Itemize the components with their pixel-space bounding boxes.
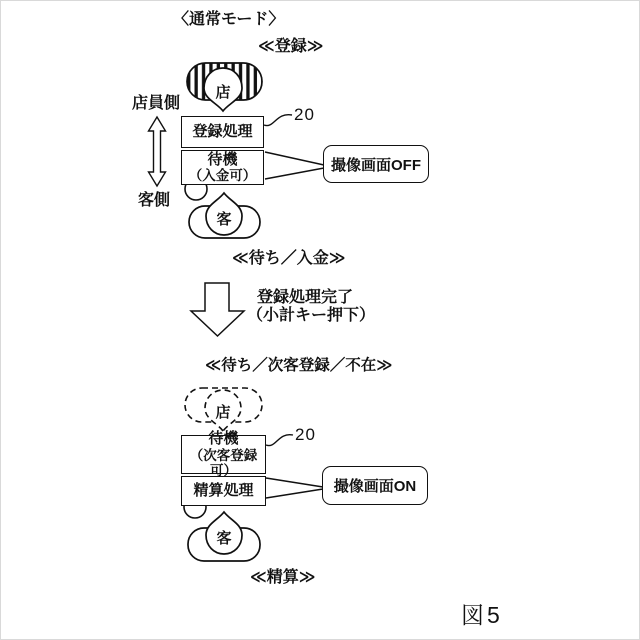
ref-leader-line-top [264, 115, 292, 126]
callout-text: 撮像画面ON [333, 478, 417, 495]
reference-number-bottom: 20 [295, 425, 316, 444]
register-cell-text: 精算処理 [193, 481, 254, 499]
ref-leader-line-bottom [266, 435, 293, 446]
state-label-settlement: ≪精算≫ [250, 569, 316, 586]
imaging-screen-off-callout [323, 145, 429, 183]
state-label-wait-next-absent: ≪待ち／次客登録／不在≫ [205, 357, 393, 374]
callout-text: 撮像画面OFF [331, 156, 421, 174]
register-cell-standby-payment [181, 150, 264, 185]
clerk-customer-double-arrow [149, 117, 166, 186]
register-box-top [181, 116, 264, 185]
register-cell-text: （次客登録可） [189, 447, 258, 478]
clerk-head-label-top: 店 [215, 84, 231, 101]
clerk-side-label: 店員側 [132, 95, 181, 112]
register-cell-standby-next-customer [181, 430, 266, 478]
customer-side-label: 客側 [138, 192, 171, 209]
register-cell-text: 待機 [207, 150, 238, 168]
transition-down-arrow [191, 283, 244, 336]
reference-number-top: 20 [294, 105, 315, 124]
register-cell-text: 登録処理 [192, 122, 253, 140]
register-cell-text: （入金可） [188, 168, 257, 184]
customer-head-label-bottom: 客 [216, 530, 232, 547]
mode-title: 〈通常モード〉 [173, 11, 285, 28]
figure-number-label: 図5 [461, 602, 503, 628]
transition-label-line2: （小計キー押下） [247, 307, 376, 324]
register-cell-registration-processing [181, 116, 264, 148]
state-label-registration: ≪登録≫ [258, 38, 324, 55]
callout-pointer-lines-bottom [266, 478, 323, 498]
callout-pointer-lines-top [265, 152, 324, 179]
transition-label-line1: 登録処理完了 [257, 289, 354, 306]
register-cell-text: 待機 [208, 430, 239, 447]
imaging-screen-on-callout [322, 466, 428, 505]
clerk-head-label-dashed: 店 [215, 404, 231, 421]
customer-head-label-top: 客 [216, 211, 232, 228]
register-cell-settlement-processing [181, 476, 266, 506]
state-label-wait-payment: ≪待ち／入金≫ [232, 250, 346, 267]
register-box-bottom [181, 430, 266, 506]
